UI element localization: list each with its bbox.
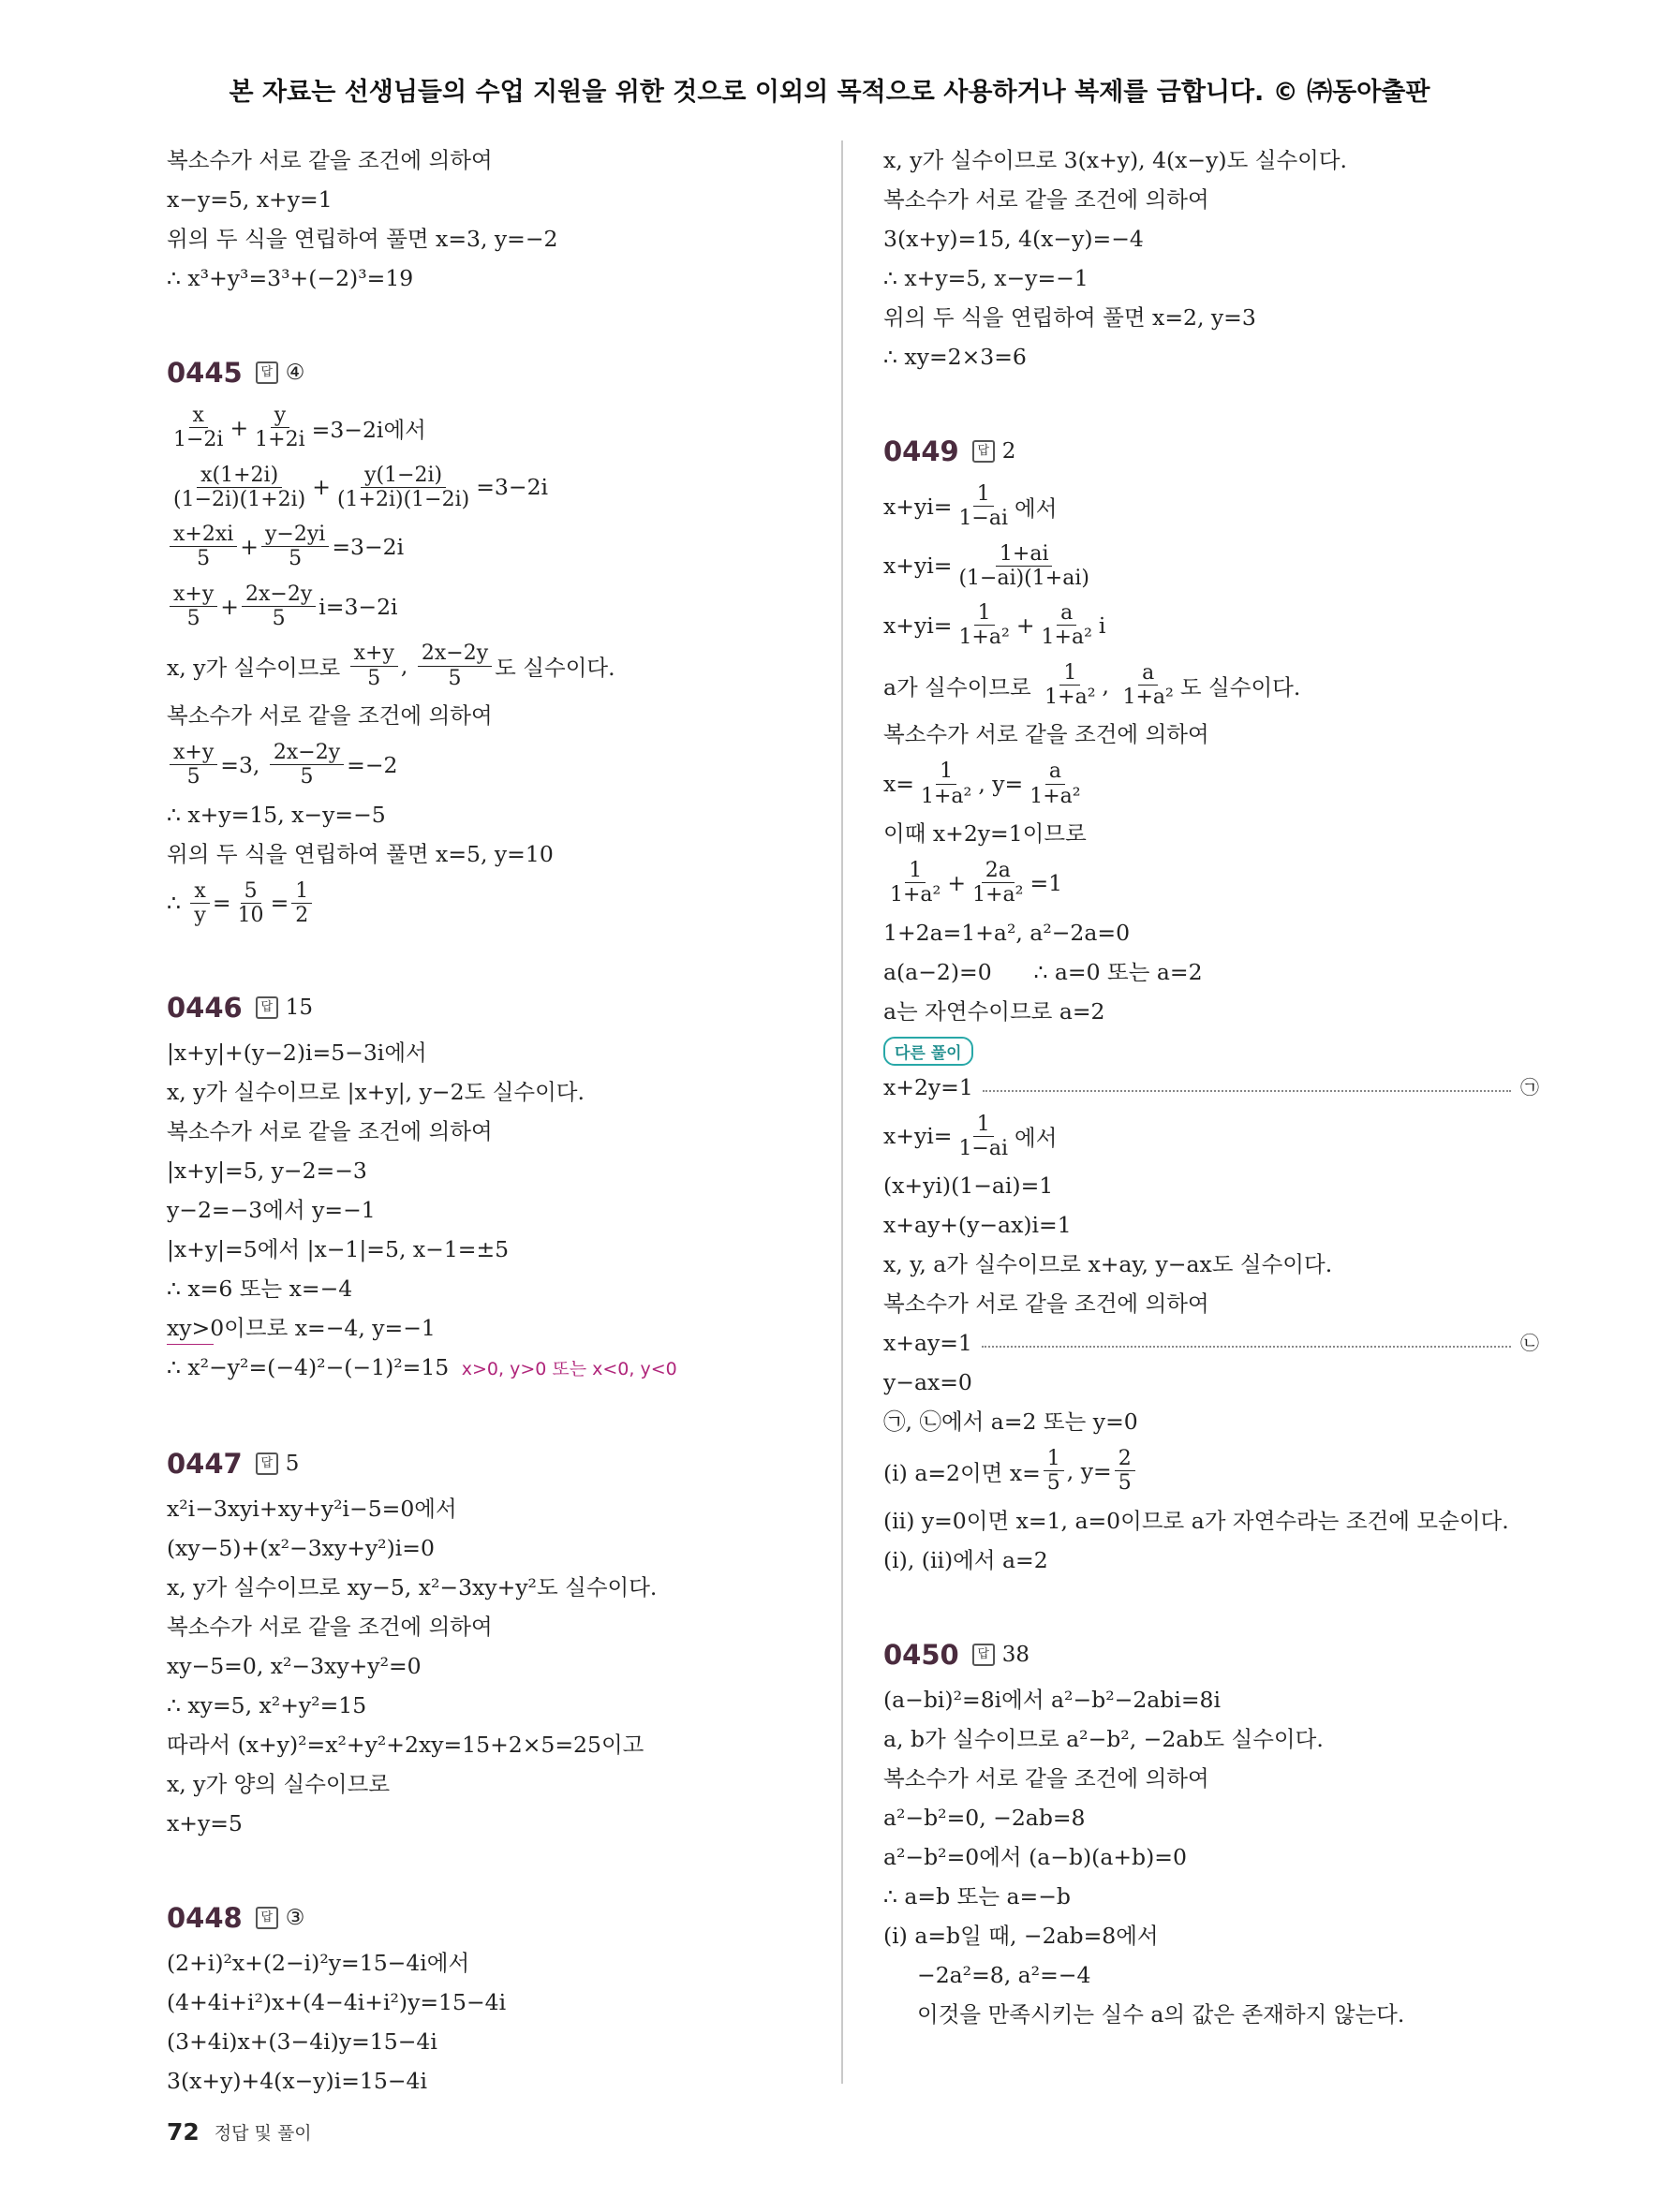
text-line: x²i−3xyi+xy+y²i−5=0에서 xyxy=(167,1496,457,1523)
problem-0445 xyxy=(167,357,822,933)
answer-icon: 답 xyxy=(256,996,278,1019)
math-line: x+yi= $\frac{1+ai}{(1-ai)(1+ai)}$ xyxy=(883,537,1539,597)
math-line: $\frac{x(1+2i)}{(1-2i)(1+2i)}$ + $\frac{y(1-2i)}{(1+2i)(1-2i)}$ =3−2i xyxy=(167,458,822,518)
fraction: $\frac{1}{1-ai}$ xyxy=(958,1112,1009,1160)
math-line: a가 실수이므로 $\frac{1}{\text{1+a²}}$ , $\frac{a}{\text{1+a²}}$ 도 실수이다. xyxy=(883,660,1301,710)
fraction: $\frac{1}{\text{1+a²}}$ xyxy=(890,858,941,907)
text-line: 복소수가 서로 같을 조건에 의하여 xyxy=(883,721,1209,748)
text-line: 복소수가 서로 같을 조건에 의하여 xyxy=(167,1118,493,1145)
problem-number: 0450 xyxy=(883,1638,959,1671)
math-line: ∴ $\frac{x}{y}$ = $\frac{5}{10}$ = $\frac{1}{2}$ xyxy=(167,874,822,934)
page-number: 72 xyxy=(167,2118,200,2146)
final-equation: ∴ x²−y²=(−4)²−(−1)²=15 xyxy=(167,1354,450,1381)
intro-block xyxy=(883,140,1539,376)
text-line: (2+i)²x+(2−i)²y=15−4i에서 xyxy=(167,1950,470,1977)
text-line: 3(x+y)+4(x−y)i=15−4i xyxy=(167,2068,427,2095)
text-line: x−y=5, x+y=1 xyxy=(167,186,333,213)
answer-value: 5 xyxy=(285,1452,300,1477)
text-line: xy>0이므로 x=−4, y=−1 xyxy=(167,1315,436,1342)
text-line: (ii) y=0이면 x=1, a=0이므로 a가 자연수라는 조건에 모순이다. xyxy=(883,1507,1509,1534)
problem-number: 0447 xyxy=(167,1448,243,1481)
text-line: ∴ a=b 또는 a=−b xyxy=(883,1882,1071,1910)
page-section-title: 정답 및 풀이 xyxy=(214,2123,312,2144)
alternate-solution-badge: 다른 풀이 xyxy=(883,1037,973,1066)
column-divider xyxy=(841,140,843,2084)
problem-header xyxy=(167,992,822,1024)
math-line: x= $\frac{1}{\text{1+a²}}$ , y= $\frac{a}{\text{1+a²}}$ xyxy=(883,754,1539,814)
problem-0447 xyxy=(167,1448,822,1843)
fraction: $\frac{a}{\text{1+a²}}$ xyxy=(1122,660,1174,710)
text-line: (3+4i)x+(3−4i)y=15−4i xyxy=(167,2028,437,2056)
fraction: $\frac{y-2yi}{5}$ xyxy=(261,523,329,571)
math-line: x+yi= $\frac{1}{1-ai}$ 에서 xyxy=(883,1112,1058,1160)
answer-value: ④ xyxy=(285,361,305,385)
text-line: ∴ x+y=5, x−y=−1 xyxy=(883,265,1089,291)
problem-0449 xyxy=(883,435,1539,1580)
text-line: x, y가 양의 실수이므로 xyxy=(167,1771,391,1798)
text-line: 이때 x+2y=1이므로 xyxy=(883,819,1087,847)
math-line: x, y가 실수이므로 $\frac{x+y}{5}$ , $\frac{2x-2y}{5}$ 도 실수이다. xyxy=(167,641,615,690)
fraction: $\frac{5}{10}$ xyxy=(237,878,264,927)
text-line: x, y가 실수이므로 3(x+y), 4(x−y)도 실수이다. xyxy=(883,147,1348,173)
problem-number: 0445 xyxy=(167,357,243,389)
fraction: $\frac{2x-2y}{5}$ xyxy=(418,641,492,690)
fraction: $\frac{x+y}{5}$ xyxy=(350,641,398,690)
fraction: $\frac{x}{1-2i}$ xyxy=(173,404,224,452)
answer-icon: 답 xyxy=(256,1453,278,1475)
text-line: x+y=5 xyxy=(167,1810,243,1837)
text-line: ㉠, ㉡에서 a=2 또는 y=0 xyxy=(883,1408,1138,1436)
problem-0446 xyxy=(167,992,822,1389)
text-line: a, b가 실수이므로 a²−b², −2ab도 실수이다. xyxy=(883,1725,1324,1752)
fraction: $\frac{1}{\text{1+a²}}$ xyxy=(920,759,972,808)
problem-number: 0449 xyxy=(883,435,959,467)
problem-number: 0448 xyxy=(167,1902,243,1935)
text-line: 이것을 만족시키는 실수 a의 값은 존재하지 않는다. xyxy=(917,2000,1405,2028)
text-line: 위의 두 식을 연립하여 풀면 x=2, y=3 xyxy=(883,304,1256,331)
text-line: ∴ xy=2×3=6 xyxy=(883,344,1027,370)
answer-icon: 답 xyxy=(972,1644,995,1666)
text-line: −2a²=8, a²=−4 xyxy=(917,1961,1091,1988)
fraction: $\frac{y}{1+2i}$ xyxy=(255,404,305,452)
text-line: xy−5=0, x²−3xy+y²=0 xyxy=(167,1653,422,1680)
text-line: y−ax=0 xyxy=(883,1369,972,1396)
copyright-banner: 본 자료는 선생님들의 수업 지원을 위한 것으로 이외의 목적으로 사용하거나 복제를 금합니다. © ㈜동아출판 xyxy=(229,78,1430,107)
dotted-equation: x+2y=1 ㉠ xyxy=(883,1068,1539,1107)
circled-giyeok-mark: ㉠ xyxy=(1520,1075,1539,1099)
text-line: a(a−2)=0 ∴ a=0 또는 a=2 xyxy=(883,958,1203,985)
text-line: (xy−5)+(x²−3xy+y²)i=0 xyxy=(167,1535,435,1562)
problem-header xyxy=(883,435,1539,467)
text-line: 위의 두 식을 연립하여 풀면 x=3, y=−2 xyxy=(167,226,558,252)
text-line: a²−b²=0, −2ab=8 xyxy=(883,1804,1086,1831)
fraction: $\frac{y(1-2i)}{(1+2i)(1-2i)}$ xyxy=(336,463,470,511)
fraction: $\frac{x}{y}$ xyxy=(190,879,209,928)
answer-icon: 답 xyxy=(972,440,995,463)
text-line: x, y, a가 실수이므로 x+ay, y−ax도 실수이다. xyxy=(883,1251,1333,1278)
text-line: (a−bi)²=8i에서 a²−b²−2abi=8i xyxy=(883,1686,1222,1713)
fraction: $\frac{2}{5}$ xyxy=(1115,1447,1135,1496)
fraction: $\frac{x(1+2i)}{(1-2i)(1+2i)}$ xyxy=(173,463,306,511)
math-line: $\frac{x+2xi}{5}$ + $\frac{y-2yi}{5}$ =3−2i xyxy=(167,517,822,577)
fraction: $\frac{1}{2}$ xyxy=(291,879,312,928)
fraction: $\frac{a}{\text{1+a²}}$ xyxy=(1041,601,1092,650)
answer-icon: 답 xyxy=(256,361,278,384)
answer-value: ③ xyxy=(285,1906,305,1931)
text-line: y−2=−3에서 y=−1 xyxy=(167,1197,376,1224)
fraction: $\frac{1}{1-ai}$ xyxy=(958,482,1009,531)
problem-0450 xyxy=(883,1639,1539,2034)
text-line: (i), (ii)에서 a=2 xyxy=(883,1546,1048,1573)
math-line: x+yi= $\frac{1}{\text{1+a²}}$ + $\frac{a}{\text{1+a²}}$ i xyxy=(883,601,1106,650)
problem-header xyxy=(167,1448,822,1480)
fraction: $\frac{2x-2y}{5}$ xyxy=(242,582,316,631)
problem-header xyxy=(167,357,822,389)
dotted-equation: x+ay=1 ㉡ xyxy=(883,1323,1539,1363)
text-line: (i) a=b일 때, −2ab=8에서 xyxy=(883,1922,1159,1949)
math-line: $\frac{1}{\text{1+a²}}$ + $\frac{2a}{\text{1+a²}}$ =1 xyxy=(883,853,1539,913)
fraction: $\frac{1}{\text{1+a²}}$ xyxy=(958,601,1010,650)
fraction: $\frac{1+ai}{(1-ai)(1+ai)}$ xyxy=(958,541,1089,590)
text-line: a는 자연수이므로 a=2 xyxy=(883,997,1105,1025)
text-line: |x+y|+(y−2)i=5−3i에서 xyxy=(167,1040,427,1067)
text-line: ∴ x³+y³=3³+(−2)³=19 xyxy=(167,265,414,291)
problem-header xyxy=(883,1639,1539,1671)
text-line: |x+y|=5, y−2=−3 xyxy=(167,1158,367,1185)
problem-0448 xyxy=(167,1902,822,2101)
circled-nieun-mark: ㉡ xyxy=(1520,1332,1539,1355)
text-line: ∴ x+y=15, x−y=−5 xyxy=(167,801,386,828)
problem-header xyxy=(167,1902,822,1934)
fraction: $\frac{a}{\text{1+a²}}$ xyxy=(1029,759,1081,808)
text-line: ∴ xy=5, x²+y²=15 xyxy=(167,1692,367,1719)
text-line: 복소수가 서로 같을 조건에 의하여 xyxy=(167,1614,493,1641)
math-line: (i) a=2이면 x= $\frac{1}{5}$ , y= $\frac{2}{5}$ xyxy=(883,1441,1539,1501)
answer-value: 15 xyxy=(285,995,313,1021)
math-line: $\frac{x}{1-2i}$ + $\frac{y}{1+2i}$ =3−2i에서 xyxy=(167,398,822,458)
math-line: x+yi= $\frac{1}{1-ai}$ 에서 xyxy=(883,482,1058,531)
fraction: $\frac{x+2xi}{5}$ xyxy=(170,523,237,571)
right-column xyxy=(883,140,1539,2034)
fraction: $\frac{1}{5}$ xyxy=(1044,1447,1064,1496)
text-line: 복소수가 서로 같을 조건에 의하여 xyxy=(883,1764,1209,1792)
text-line: 복소수가 서로 같을 조건에 의하여 xyxy=(883,1290,1209,1318)
problem-number: 0446 xyxy=(167,992,243,1025)
text-line: x+ay+(y−ax)i=1 xyxy=(883,1212,1072,1239)
text-line: 복소수가 서로 같을 조건에 의하여 xyxy=(883,186,1209,213)
text-line: |x+y|=5에서 |x−1|=5, x−1=±5 xyxy=(167,1236,510,1263)
text-line: 1+2a=1+a², a²−2a=0 xyxy=(883,919,1131,946)
text-line: (x+yi)(1−ai)=1 xyxy=(883,1172,1054,1200)
text-line xyxy=(167,1348,822,1389)
answer-icon: 답 xyxy=(256,1907,278,1929)
text-line: 따라서 (x+y)²=x²+y²+2xy=15+2×5=25이고 xyxy=(167,1732,644,1759)
fraction: $\frac{x+y}{5}$ xyxy=(170,582,217,631)
answer-value: 38 xyxy=(1001,1642,1029,1667)
text-line: ∴ x=6 또는 x=−4 xyxy=(167,1276,353,1303)
left-column xyxy=(167,140,822,2101)
text-line: 복소수가 서로 같을 조건에 의하여 xyxy=(167,701,493,729)
text-line: 3(x+y)=15, 4(x−y)=−4 xyxy=(883,226,1144,252)
fraction: $\frac{1}{\text{1+a²}}$ xyxy=(1044,660,1096,710)
fraction: $\frac{2x-2y}{5}$ xyxy=(270,741,344,789)
text-line: 복소수가 서로 같을 조건에 의하여 xyxy=(167,147,493,173)
text-line: x, y가 실수이므로 |x+y|, y−2도 실수이다. xyxy=(167,1079,585,1106)
margin-note: x>0, y>0 또는 x<0, y<0 xyxy=(461,1359,677,1380)
math-line: $\frac{x+y}{5}$ =3, $\frac{2x-2y}{5}$ =−2 xyxy=(167,735,822,795)
text-line: a²−b²=0에서 (a−b)(a+b)=0 xyxy=(883,1843,1187,1870)
text-line: 위의 두 식을 연립하여 풀면 x=5, y=10 xyxy=(167,840,554,867)
answer-value: 2 xyxy=(1001,439,1016,464)
page-footer xyxy=(167,2118,312,2146)
fraction: $\frac{x+y}{5}$ xyxy=(170,741,217,789)
intro-block xyxy=(167,140,822,298)
text-line: (4+4i+i²)x+(4−4i+i²)y=15−4i xyxy=(167,1989,507,2016)
math-line: $\frac{x+y}{5}$ + $\frac{2x-2y}{5}$ i=3−2i xyxy=(167,577,822,637)
text-line: x, y가 실수이므로 xy−5, x²−3xy+y²도 실수이다. xyxy=(167,1574,658,1601)
fraction: $\frac{2a}{\text{1+a²}}$ xyxy=(972,858,1024,907)
